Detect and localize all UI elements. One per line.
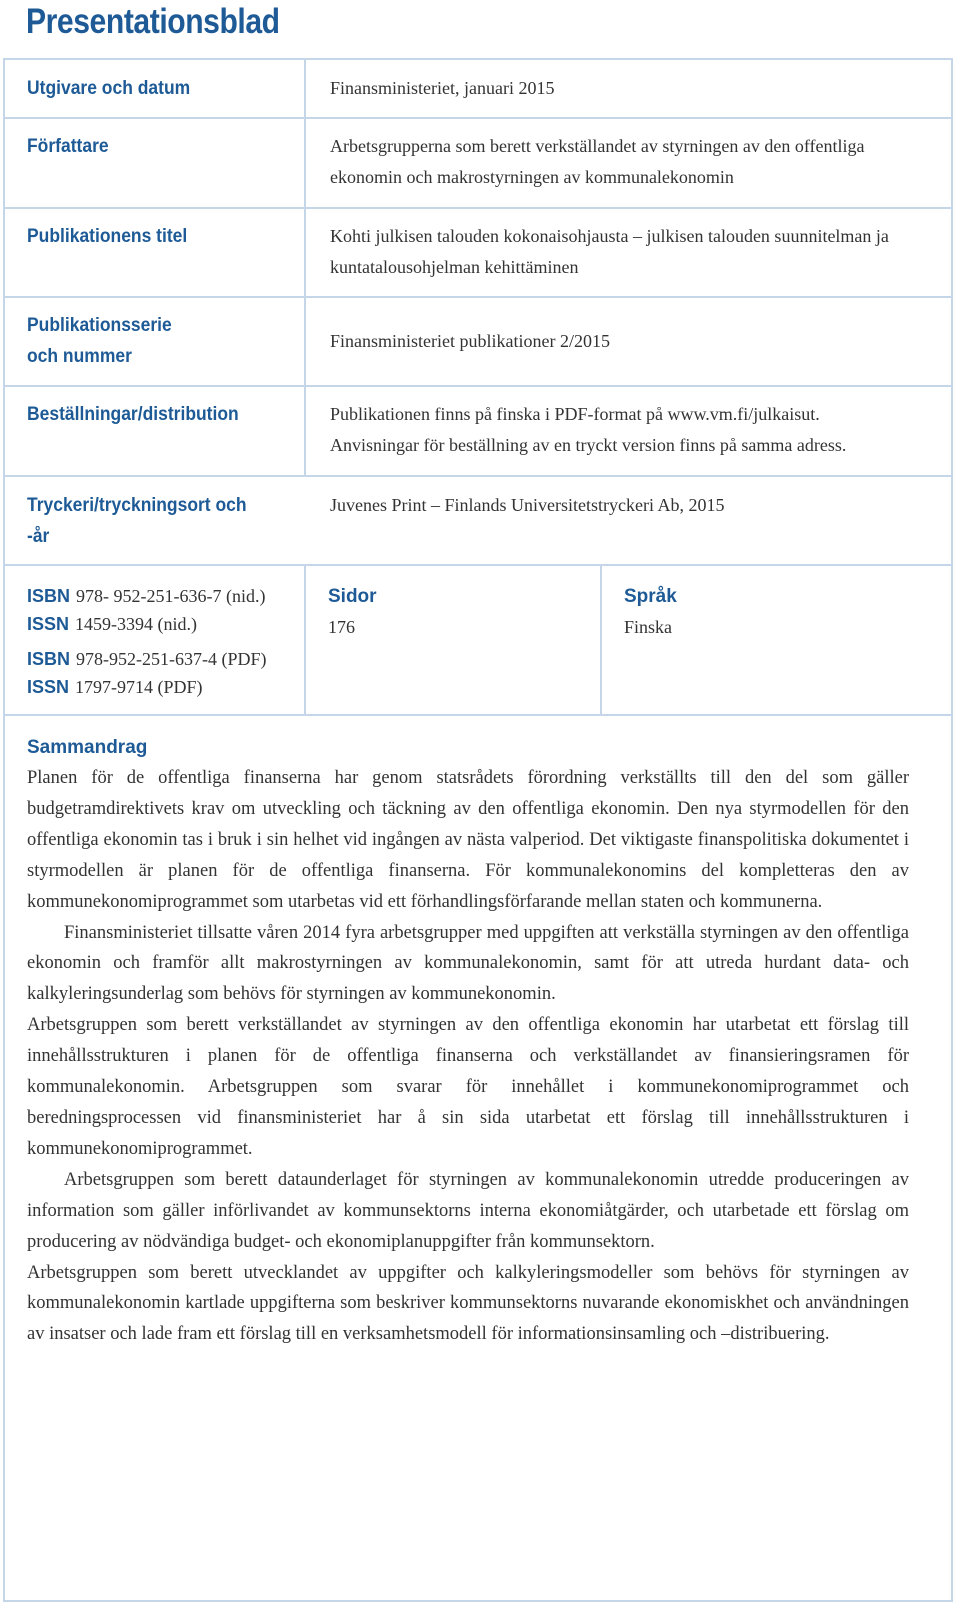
row-orders bbox=[5, 387, 951, 477]
isbn-print bbox=[27, 582, 265, 611]
issn-pdf-key: ISSN bbox=[27, 677, 70, 697]
pages-label: Sidor bbox=[328, 586, 377, 607]
language-label: Språk bbox=[624, 586, 677, 607]
printer-label-line1: Tryckeri/tryckningsort och bbox=[27, 495, 247, 516]
isbn-print-key: ISBN bbox=[27, 586, 71, 606]
issn-print bbox=[27, 610, 197, 639]
issn-print-key: ISSN bbox=[27, 614, 70, 634]
series-value: Finansministeriet publikationer 2/2015 bbox=[330, 331, 610, 351]
isbn-pdf bbox=[27, 645, 267, 674]
isbn-pdf-key: ISBN bbox=[27, 649, 71, 669]
publication-title-label: Publikationens titel bbox=[27, 226, 188, 247]
publisher-label: Utgivare och datum bbox=[27, 78, 191, 99]
presentation-sheet bbox=[3, 58, 953, 1602]
series-label-line1: Publikationsserie bbox=[27, 315, 172, 336]
printer-label-line2: -år bbox=[27, 526, 50, 547]
authors-value: Arbetsgrupperna som berett verkställandet av styrningen av den offentliga ekonomin och makrostyrningen av kommunalekonomin bbox=[330, 136, 865, 187]
series-label-line2: och nummer bbox=[27, 346, 132, 367]
orders-value-line2: Anvisningar för beställning av en tryckt version finns på samma adress. bbox=[330, 435, 847, 455]
summary-paragraph: Arbetsgruppen som berett verkställandet av styrningen av den offentliga ekonomin har utarbetat ett förslag till innehållsstrukturen i planen för de offentliga finanserna och verkställandet av finansieringsramen för kommunalekonomin. Arbetsgruppen som svarar för innehållet i kommunekonomiprogrammet och beredningsprocessen vid finansministeriet har å sin sida utarbetat ett förslag till innehållsstrukturen i kommunekonomiprogrammet. bbox=[27, 1015, 909, 1159]
row-printer bbox=[5, 477, 951, 566]
summary-title: Sammandrag bbox=[27, 737, 148, 758]
orders-value-line1: Publikationen finns på finska i PDF-format på www.vm.fi/julkaisut. bbox=[330, 404, 820, 424]
issn-pdf-value: 1797-9714 (PDF) bbox=[75, 677, 203, 697]
printer-value: Juvenes Print – Finlands Universitetstryckeri Ab, 2015 bbox=[330, 495, 725, 515]
row-authors bbox=[5, 119, 951, 209]
orders-label: Beställningar/distribution bbox=[27, 404, 239, 425]
page-title: Presentationsblad bbox=[26, 2, 280, 41]
isbn-print-value: 978- 952-251-636-7 (nid.) bbox=[76, 586, 266, 606]
summary-paragraph: Arbetsgruppen som berett dataunderlaget för styrningen av kommunalekonomin utredde produceringen av information som gäller införlivandet av kommunsektorns interna ekonomiåtgärder, och utarbetade ett förslag om producering av nödvändiga budget- och ekonomiplanuppgifter från kommunsektorn. bbox=[27, 1169, 909, 1252]
row-identifiers bbox=[5, 566, 951, 716]
summary-paragraph: Finansministeriet tillsatte våren 2014 fyra arbetsgrupper med uppgiften att verkställa styrningen av den offentliga ekonomin och framför allt makrostyrningen av kommunalekonomin, samt för att utreda hurdant data- och kalkyleringsunderlag som behövs för styrningen av kommunekonomin. bbox=[27, 922, 909, 1005]
summary-body bbox=[27, 763, 909, 1350]
pages-value: 176 bbox=[328, 617, 355, 637]
language-value: Finska bbox=[624, 617, 673, 637]
summary-paragraph: Arbetsgruppen som berett utvecklandet av uppgifter och kalkyleringsmodeller som behövs för styrningen av kommunalekonomin kartlade uppgifterna som beskriver kommunsektorns nuvarande ekonomiskhet och användningen av insatser och lade fram ett förslag till en verksamhetsmodell för informationsinsamling och –distribuering. bbox=[27, 1262, 909, 1345]
row-publication-title bbox=[5, 209, 951, 298]
publisher-value: Finansministeriet, januari 2015 bbox=[330, 78, 555, 98]
row-publisher bbox=[5, 60, 951, 119]
isbn-pdf-value: 978-952-251-637-4 (PDF) bbox=[76, 649, 267, 669]
summary-paragraph: Planen för de offentliga finanserna har genom statsrådets förordning verkställts till den del som gäller budgetramdirektivets krav om utveckling och täckning av den offentliga ekonomin. Den nya styrmodellen för den offentliga ekonomin tas i bruk i sin helhet vid ingången av nästa valperiod. Det viktigaste finanspolitiska dokumentet i styrmodellen är planen för de offentliga finanserna. För kommunalekonomins del kompletteras den av kommunekonomiprogrammet som utarbetas vid ett förhandlingsförfarande mellan staten och kommunerna. bbox=[27, 768, 909, 912]
row-series bbox=[5, 298, 951, 387]
issn-pdf bbox=[27, 673, 203, 702]
authors-label: Författare bbox=[27, 136, 109, 157]
issn-print-value: 1459-3394 (nid.) bbox=[75, 614, 197, 634]
publication-title-value: Kohti julkisen talouden kokonaisohjausta – julkisen talouden suunnitelman ja kuntatalousohjelman kehittäminen bbox=[330, 226, 889, 277]
